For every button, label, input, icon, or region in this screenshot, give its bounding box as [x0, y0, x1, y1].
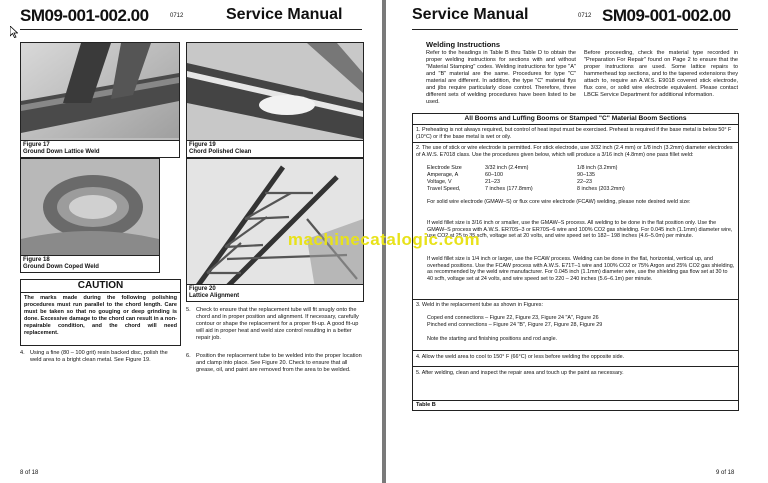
intro-right: Before proceeding, check the material type recorded in "Preparation For Repair" found on Page 2 to ensure that the proper instructions are used. Some lattice repairs to hammerhead top sections, and to the tapered extensions they attach to, require an A.W.S. E9018 covered stick electrode, flux core, or solid wire electrode equivalent. Please contact LBCE Service Department for additional information.: [584, 50, 738, 98]
param-label: Travel Speed,: [427, 186, 461, 192]
header-rule: [20, 29, 362, 30]
welding-heading: Welding Instructions: [426, 40, 501, 49]
table-title: All Booms and Luffing Booms or Stamped "C" Material Boom Sections: [413, 114, 738, 125]
step-6-number: 6.: [186, 353, 191, 359]
figure-19: [186, 42, 364, 158]
figure-20-number: Figure 20: [189, 286, 216, 292]
table-label: Table B: [413, 400, 738, 410]
param-b: 22–23: [577, 179, 592, 185]
step-4: [20, 350, 180, 364]
table-row-2-wire: For solid wire electrode (GMAW–S) or flux core wire electrode (FCAW) welding, please note desired weld size:: [427, 199, 691, 205]
figure-20-title: Lattice Alignment: [189, 293, 240, 299]
param-label: Electrode Size: [427, 165, 462, 171]
figure-17-title: Ground Down Lattice Weld: [23, 149, 100, 155]
step-4-number: 4.: [20, 350, 25, 356]
row-divider: [413, 299, 738, 300]
table-b: [412, 113, 739, 411]
param-a: 60–100: [485, 172, 503, 178]
param-b: 90–135: [577, 172, 595, 178]
row-divider: [413, 366, 738, 367]
step-5-text: Check to ensure that the replacement tube will fit snugly onto the chord and in proper position and alignment. If necessary, carefully contour or shape the replacement for a proper fit-up. A good fit-up will aid in proper heat and weld size control resulting in a better repair job.: [196, 307, 359, 341]
step-6-text: Position the replacement tube to be welded into the proper location and clamp into place. See Figure 20. Check to ensure that all grease, oil, and paint are removed from the area to be welded.: [196, 353, 362, 373]
param-a: 7 inches (177.8mm): [485, 186, 533, 192]
table-row-1: 1. Preheating is not always required, but control of heat input must be exercised. Preheat is required if the base metal is below 50° F (10°C) or if the base metal is wet or oily.: [416, 127, 732, 140]
row-divider: [413, 142, 738, 143]
param-a: 21–23: [485, 179, 500, 185]
page-title: Service Manual: [226, 6, 343, 23]
step-5: [186, 307, 362, 342]
table-row-2-intro: 2. The use of stick or wire electrode is permitted. For stick electrode, use 3/32 inch (2.4 mm) or 1/8 inch (3.2mm) diameter electrodes of A.W.S. E7018 class. Use the procedures given below, which will produce a 3/16 inch (4.8mm) one pass fillet weld:: [416, 145, 733, 158]
table-row-3-pinched: Pinched end connections – Figure 24 "B", Figure 27, Figure 28, Figure 29: [427, 322, 603, 328]
intro-left: Refer to the headings in Table B thru Table D to obtain the proper welding instructions for sections with and without "Material Stamping" codes. Welding instructions for type "A" and "B" material are the same. Procedures for type "C" material are different. In addition, the type "C" material flys and jibs require particularly close control. Therefore, three different sets of welding procedures have been listed to be used.: [426, 50, 576, 105]
figure-18: [20, 158, 160, 273]
param-label: Amperage, A: [427, 172, 459, 178]
figure-19-caption: [187, 140, 363, 157]
left-header: [0, 6, 382, 28]
caution-title: CAUTION: [21, 280, 180, 293]
table-row-4: 4. Allow the weld area to cool to 150° F (66°C) or less before welding the opposite side.: [416, 354, 625, 360]
table-row-3: 3. Weld in the replacement tube as shown in Figures:: [416, 302, 543, 308]
figure-18-title: Ground Down Coped Weld: [23, 264, 99, 270]
header-rule: [412, 29, 738, 30]
watermark: machinecatalogic.com: [287, 230, 481, 249]
step-6: [186, 353, 362, 374]
table-row-3-coped: Coped end connections – Figure 22, Figure 23, Figure 24 "A", Figure 26: [427, 315, 599, 321]
revision-date: 0712: [170, 13, 184, 19]
step-5-number: 5.: [186, 307, 191, 313]
page-title: Service Manual: [412, 6, 529, 23]
revision-date: 0712: [578, 13, 592, 19]
doc-number: SM09-001-002.00: [602, 6, 731, 25]
doc-number: SM09-001-002.00: [20, 6, 149, 25]
table-row-3-note: Note the starting and finishing positions and rod angle.: [427, 336, 558, 342]
figure-17: [20, 42, 180, 158]
step-4-text: Using a fine (80 – 100 grit) resin backed disc, polish the weld area to a bright clean metal. See Figure 19.: [30, 350, 168, 363]
caution-body: The marks made during the following polishing procedures must run parallel to the chord length. Care must be taken so that no gouging or deep grinding is done. Excessive damage to the chord can result in a non-repairable condition, and the chord will need replacement.: [24, 295, 177, 336]
figure-19-title: Chord Polished Clean: [189, 149, 252, 155]
caution-box: [20, 279, 181, 346]
figure-18-number: Figure 18: [23, 257, 50, 263]
figure-20-caption: [187, 284, 363, 301]
figure-17-number: Figure 17: [23, 142, 50, 148]
param-a: 3/32 inch (2.4mm): [485, 165, 529, 171]
param-b: 8 inches (203.2mm): [577, 186, 625, 192]
table-row-2-large-fillet: If weld fillet size is 1/4 inch or larger, use the FCAW process. Welding can be done in the flat, horizontal, vertical up, and overhead positions. Use the FCAW process with A.W.S. E71T–1 wire and 100% CO2 or 75% Argon and 25% CO2 gas shielding, as recommended by the weld wire manufacturer. For 0.045 inch (1.1mm) diameter wire, use the shielding gas flow set at 30 to 40 scfh, voltage set at 24 volts, and wire speed set to 220 – 240 inches (5.6–6.1m) per minute.: [427, 256, 735, 282]
figure-18-caption: [21, 255, 159, 272]
param-label: Voltage, V: [427, 179, 452, 185]
left-page-footer: 8 of 18: [20, 470, 39, 476]
mouse-cursor-icon: [10, 26, 18, 38]
table-row-2-small-fillet: If weld fillet size is 3/16 inch or smaller, use the GMAW–S process. All welding to be done in the flat position only. Use the GMAW–S process with A.W.S. ER70S–3 or ER70S–6 wire and 100% CO2 gas shielding. For 0.045 inch (1.1mm) diameter wire, use CO2 at 25 to 35 scfh, voltage set at 20 volts, and wire speed set to 182– 198 inches (4.6–5.0m) per minute.: [427, 220, 733, 240]
figure-17-caption: [21, 140, 179, 157]
table-row-5: 5. After welding, clean and inspect the repair area and touch up the paint as necessary.: [416, 370, 624, 376]
right-page-footer: 9 of 18: [716, 470, 735, 476]
row-divider: [413, 350, 738, 351]
figure-19-number: Figure 19: [189, 142, 216, 148]
right-header: [386, 6, 768, 28]
param-b: 1/8 inch (3.2mm): [577, 165, 618, 171]
